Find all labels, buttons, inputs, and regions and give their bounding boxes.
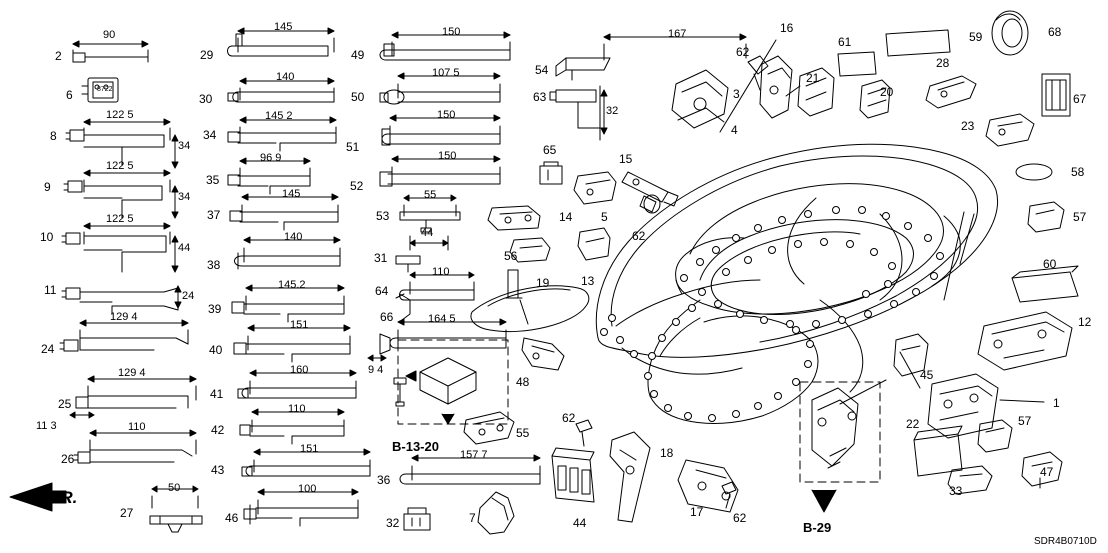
callout-26: 26 bbox=[61, 452, 75, 466]
callout-62-d: 62 bbox=[736, 45, 750, 59]
callout-24: 24 bbox=[41, 342, 55, 356]
dimension-145-b: 145 bbox=[282, 188, 301, 200]
callout-43: 43 bbox=[211, 463, 225, 477]
callout-9-4: 9 4 bbox=[368, 364, 384, 376]
callout-11-3: 11 3 bbox=[36, 420, 57, 432]
callout-41: 41 bbox=[210, 387, 224, 401]
dimension-150-b: 150 bbox=[437, 109, 456, 121]
callout-59: 59 bbox=[969, 30, 983, 44]
dimension-55: 55 bbox=[424, 189, 437, 201]
dimension-100: 100 bbox=[298, 483, 317, 495]
callout-67: 67 bbox=[1073, 92, 1087, 106]
callout-51: 51 bbox=[346, 140, 360, 154]
callout-29: 29 bbox=[200, 48, 214, 62]
callout-57-upper: 57 bbox=[1073, 210, 1087, 224]
callout-66: 66 bbox=[380, 310, 394, 324]
callout-21: 21 bbox=[806, 71, 820, 85]
dimension-50: 50 bbox=[168, 482, 181, 494]
callout-45: 45 bbox=[920, 368, 934, 382]
dimension-140-b: 140 bbox=[284, 231, 303, 243]
callout-14: 14 bbox=[559, 210, 573, 224]
callout-22: 22 bbox=[906, 417, 920, 431]
callout-52: 52 bbox=[350, 179, 364, 193]
callout-37: 37 bbox=[207, 208, 221, 222]
callout-61: 61 bbox=[838, 35, 852, 49]
callout-54: 54 bbox=[535, 63, 549, 77]
dimension-145-2-b: 145.2 bbox=[278, 279, 306, 291]
dimension-140-a: 140 bbox=[276, 71, 295, 83]
dimension-34-b: 34 bbox=[178, 191, 191, 203]
callout-1: 1 bbox=[1053, 396, 1060, 410]
dimension-122-5-b: 122 5 bbox=[106, 160, 134, 172]
callout-48: 48 bbox=[516, 375, 530, 389]
dimension-32: 32 bbox=[606, 105, 619, 117]
callout-4: 4 bbox=[731, 123, 738, 137]
dimension-151-b: 151 bbox=[300, 443, 319, 455]
callout-47: 47 bbox=[1040, 465, 1054, 479]
callout-44: 44 bbox=[573, 516, 587, 530]
callout-16: 16 bbox=[780, 21, 794, 35]
dimension-122-5-a: 122 5 bbox=[106, 109, 134, 121]
callout-62-a: 62 bbox=[632, 229, 646, 243]
callout-56: 56 bbox=[504, 249, 518, 263]
section-label-b-13-20: B-13-20 bbox=[392, 439, 439, 454]
dimension-110-b: 110 bbox=[288, 403, 306, 415]
callout-15: 15 bbox=[619, 152, 633, 166]
dimension-122-5-c: 122 5 bbox=[106, 213, 134, 225]
dimension-167: 167 bbox=[668, 28, 687, 40]
callout-7: 7 bbox=[469, 511, 476, 525]
callout-8: 8 bbox=[50, 129, 57, 143]
callout-28: 28 bbox=[936, 56, 950, 70]
callout-13: 13 bbox=[581, 274, 595, 288]
dimension-34-a: 34 bbox=[178, 140, 191, 152]
dimension-145-a: 145 bbox=[274, 21, 293, 33]
dimension-44-a: 44 bbox=[178, 242, 191, 254]
callout-27: 27 bbox=[120, 506, 134, 520]
callout-46: 46 bbox=[225, 511, 239, 525]
callout-17: 17 bbox=[690, 505, 704, 519]
callout-31: 31 bbox=[374, 251, 388, 265]
callout-23: 23 bbox=[961, 119, 975, 133]
dimension-164-5: 164 5 bbox=[428, 313, 456, 325]
callout-34: 34 bbox=[203, 128, 217, 142]
callout-38: 38 bbox=[207, 258, 221, 272]
callout-60: 60 bbox=[1043, 257, 1057, 271]
callout-3: 3 bbox=[733, 87, 740, 101]
dimension-110-c: 110 bbox=[432, 266, 450, 278]
dimension-151-a: 151 bbox=[290, 319, 309, 331]
callout-18: 18 bbox=[660, 446, 674, 460]
dimension-110-a: 110 bbox=[128, 421, 146, 433]
callout-58: 58 bbox=[1071, 165, 1085, 179]
callout-33: 33 bbox=[949, 484, 963, 498]
callout-57-lower: 57 bbox=[1018, 414, 1032, 428]
callout-68: 68 bbox=[1048, 25, 1062, 39]
callout-35: 35 bbox=[206, 173, 220, 187]
section-label-b-29: B-29 bbox=[803, 520, 832, 535]
callout-50: 50 bbox=[351, 90, 365, 104]
callout-30: 30 bbox=[199, 92, 213, 106]
callout-53: 53 bbox=[376, 209, 390, 223]
connector-marking: 8722 bbox=[97, 86, 113, 93]
callout-62-c: 62 bbox=[733, 511, 747, 525]
callout-12: 12 bbox=[1078, 315, 1092, 329]
callout-55: 55 bbox=[516, 426, 530, 440]
callout-20: 20 bbox=[880, 85, 894, 99]
dimension-129-4-b: 129 4 bbox=[118, 367, 146, 379]
callout-36: 36 bbox=[377, 473, 391, 487]
callout-5: 5 bbox=[601, 210, 608, 224]
callout-11: 11 bbox=[44, 283, 57, 297]
callout-39: 39 bbox=[208, 302, 222, 316]
callout-9: 9 bbox=[44, 180, 51, 194]
callout-10: 10 bbox=[40, 230, 54, 244]
callout-2: 2 bbox=[55, 49, 62, 63]
dimension-24: 24 bbox=[182, 290, 195, 302]
dimension-90: 90 bbox=[103, 29, 116, 41]
dimension-44-b: 44 bbox=[421, 227, 434, 239]
dimension-96-9: 96 9 bbox=[260, 152, 282, 164]
callout-6: 6 bbox=[66, 88, 73, 102]
dimension-150-c: 150 bbox=[438, 150, 457, 162]
dimension-150-a: 150 bbox=[442, 26, 461, 38]
callout-19: 19 bbox=[536, 276, 550, 290]
dimension-157-7: 157 7 bbox=[460, 449, 488, 461]
front-direction-label: FR. bbox=[50, 488, 78, 507]
callout-63: 63 bbox=[533, 90, 547, 104]
drawing-code: SDR4B0710D bbox=[1034, 536, 1097, 547]
callout-25: 25 bbox=[58, 397, 72, 411]
callout-40: 40 bbox=[209, 343, 223, 357]
dimension-160: 160 bbox=[290, 364, 309, 376]
dimension-129-4-a: 129 4 bbox=[110, 311, 138, 323]
dimension-145-2: 145 2 bbox=[265, 110, 293, 122]
callout-42: 42 bbox=[211, 423, 225, 437]
callout-64: 64 bbox=[375, 284, 389, 298]
callout-62-b: 62 bbox=[562, 411, 576, 425]
callout-49: 49 bbox=[351, 48, 365, 62]
callout-65: 65 bbox=[543, 143, 557, 157]
dimension-107-5: 107 5 bbox=[432, 67, 460, 79]
callout-32: 32 bbox=[386, 516, 400, 530]
